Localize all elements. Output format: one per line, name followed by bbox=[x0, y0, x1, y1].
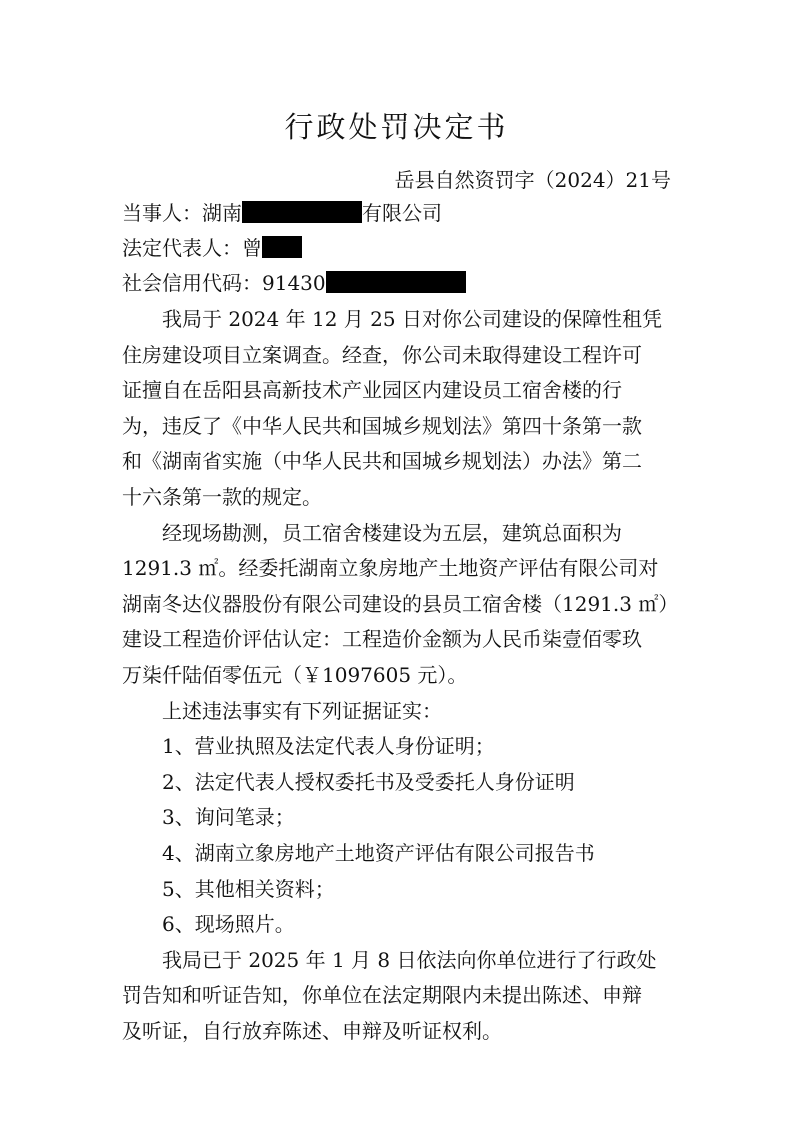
party-suffix: 有限公司 bbox=[362, 201, 442, 225]
body-line: 住房建设项目立案调查。经查，你公司未取得建设工程许可 bbox=[122, 342, 642, 367]
body-line: 为，违反了《中华人民共和国城乡规划法》第四十条第一款 bbox=[122, 413, 642, 438]
party-prefix: 当事人：湖南 bbox=[122, 201, 242, 225]
legal-rep-prefix: 法定代表人：曾 bbox=[122, 236, 262, 260]
body-line: 湖南冬达仪器股份有限公司建设的县员工宿舍楼（1291.3 ㎡） bbox=[122, 591, 679, 616]
document-title: 行政处罚决定书 bbox=[284, 110, 509, 144]
body-line: 证擅自在岳阳县高新技术产业园区内建设员工宿舍楼的行 bbox=[122, 378, 622, 403]
credit-code-line bbox=[122, 268, 466, 298]
body-line: 1291.3 ㎡。经委托湖南立象房地产土地资产评估有限公司对 bbox=[122, 556, 659, 581]
body-line: 万柒仟陆佰零伍元（￥1097605 元）。 bbox=[122, 663, 468, 687]
body-line: 2、法定代表人授权委托书及受委托人身份证明 bbox=[122, 769, 575, 794]
body-line: 和《湖南省实施（中华人民共和国城乡规划法）办法》第二 bbox=[122, 449, 642, 474]
body-line: 十六条第一款的规定。 bbox=[122, 485, 322, 509]
document-number: 岳县自然资罚字（2024）21号 bbox=[394, 168, 671, 192]
party-line bbox=[122, 198, 442, 228]
body-line: 6、现场照片。 bbox=[122, 912, 295, 937]
body-line: 建设工程造价评估认定：工程造价金额为人民币柒壹佰零玖 bbox=[122, 627, 642, 652]
body-line: 及听证，自行放弃陈述、申辩及听证权利。 bbox=[122, 1019, 502, 1043]
legal-rep-line bbox=[122, 233, 302, 263]
redaction-bar bbox=[242, 201, 362, 223]
body-line: 上述违法事实有下列证据证实： bbox=[122, 698, 442, 723]
redaction-bar bbox=[326, 271, 466, 293]
body-line: 我局已于 2025 年 1 月 8 日依法向你单位进行了行政处 bbox=[122, 947, 657, 972]
body-line: 经现场勘测，员工宿舍楼建设为五层，建筑总面积为 bbox=[122, 520, 622, 545]
body-line: 3、询问笔录； bbox=[122, 805, 295, 830]
body-line: 我局于 2024 年 12 月 25 日对你公司建设的保障性租凭 bbox=[122, 307, 662, 331]
redaction-bar bbox=[262, 236, 302, 258]
credit-code-prefix: 社会信用代码：91430 bbox=[122, 271, 326, 295]
body-line: 4、湖南立象房地产土地资产评估有限公司报告书 bbox=[122, 841, 595, 865]
body-line: 5、其他相关资料； bbox=[122, 876, 335, 901]
body-line: 1、营业执照及法定代表人身份证明； bbox=[122, 734, 495, 759]
body-line: 罚告知和听证告知，你单位在法定期限内未提出陈述、申辩 bbox=[122, 983, 642, 1008]
